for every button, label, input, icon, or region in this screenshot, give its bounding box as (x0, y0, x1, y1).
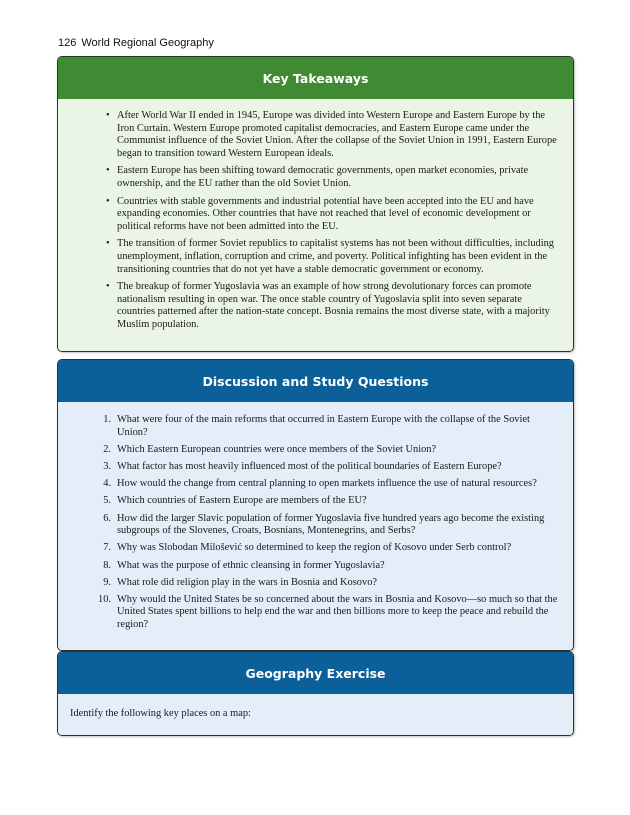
takeaway-item: • After World War II ended in 1945, Europe was divided into Western Europe and Eastern Europe by the Iron Curtain. Western Europe promoted capitalist democracies, and Eastern Europe came under the Communist influence of the Soviet Union. After the collapse of the Soviet Union in 1991, Eastern Europe began to transition toward Western European ideals. (117, 110, 559, 160)
question-number: 1. (103, 414, 111, 425)
question-number: 9. (103, 576, 111, 588)
question-number: 2. (103, 443, 111, 455)
question-item (103, 478, 559, 491)
page-number: 126 (58, 37, 77, 49)
question-item (103, 460, 559, 474)
question-item (103, 512, 559, 538)
question-item (103, 576, 559, 590)
takeaway-item: • The transition of former Soviet republics to capitalist systems has not been without difficulties, including unemployment, inflation, corruption and crime, and poverty. Political infighting has been evident in the transitioning countries that do not yet have a stable democratic government or economy. (117, 238, 559, 276)
question-number: 4. (103, 478, 111, 490)
discussion-body (58, 402, 573, 650)
discussion-title: Discussion and Study Questions (58, 360, 573, 402)
running-header (58, 37, 214, 49)
takeaway-item: • Eastern Europe has been shifting toward democratic governments, open market economies, private ownership, and the EU rather than the old Soviet Union. (117, 165, 559, 190)
question-number: 7. (103, 542, 111, 554)
key-takeaways-body (58, 99, 573, 351)
question-number: 5. (103, 495, 111, 507)
question-text: How did the larger Slavic population of former Yugoslavia five hundred years ago become the existing subgroups of the Slovenes, Croats, Bosnians, Montenegrins, and Serbs? (117, 512, 545, 537)
geography-exercise-box (57, 651, 574, 736)
geography-exercise-title: Geography Exercise (58, 652, 573, 694)
book-title: World Regional Geography (81, 37, 214, 49)
question-item (103, 542, 559, 555)
question-item (103, 559, 559, 573)
question-text: What role did religion play in the wars in Bosnia and Kosovo? (117, 576, 377, 588)
question-text: How would the change from central planning to open markets influence the use of natural resources? (117, 478, 537, 490)
question-number: 10. (98, 593, 111, 605)
takeaway-item: • The breakup of former Yugoslavia was an example of how strong devolutionary forces can promote nationalism resulting in open war. The once stable country of Yugoslavia split into seven separate countries patterned after the nation-state concept. Bosnia remains the most diverse state, with a majority Muslim population. (117, 281, 559, 331)
question-text: What was the purpose of ethnic cleansing in former Yugoslavia? (117, 559, 385, 571)
question-text: What were four of the main reforms that occurred in Eastern Europe with the collapse of the Soviet Union? (117, 414, 530, 438)
takeaway-item: • Countries with stable governments and industrial potential have been accepted into the EU and have expanding economies. Other countries that have not reached that level of economic development or political reforms have not been admitted into the EU. (117, 196, 559, 234)
question-item (103, 414, 559, 439)
key-takeaways-box (57, 56, 574, 352)
question-text: Why was Slobodan Milošević so determined to keep the region of Kosovo under Serb control? (117, 542, 512, 554)
question-text: Which countries of Eastern Europe are members of the EU? (117, 495, 367, 507)
takeaways-list (58, 99, 573, 351)
geography-exercise-body (58, 694, 573, 735)
question-number: 8. (103, 559, 111, 571)
question-text: What factor has most heavily influenced most of the political boundaries of Eastern Europe? (117, 460, 502, 472)
question-text: Which Eastern European countries were once members of the Soviet Union? (117, 443, 437, 455)
exercise-instruction: Identify the following key places on a map: (70, 708, 251, 719)
question-number: 3. (103, 460, 111, 472)
question-number: 6. (103, 512, 111, 524)
questions-list (58, 402, 573, 650)
discussion-box (57, 359, 574, 651)
question-item (103, 495, 559, 508)
question-item (98, 593, 559, 632)
question-text: Why would the United States be so concerned about the wars in Bosnia and Kosovo—so much so that the United States spent billions to help end the war and then billions more to keep the peace and rebuild the region? (117, 593, 558, 631)
key-takeaways-title: Key Takeaways (58, 57, 573, 99)
question-item (103, 443, 559, 457)
